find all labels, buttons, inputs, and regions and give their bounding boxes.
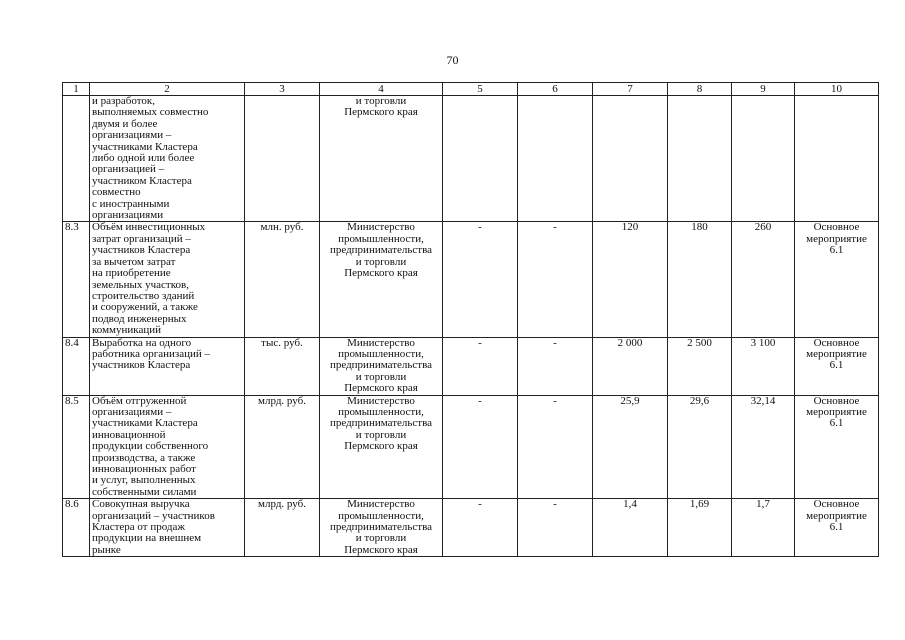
value-cell-8 — [668, 96, 732, 222]
value-cell-5: - — [443, 395, 518, 499]
value-cell-6: - — [518, 222, 593, 337]
column-header-10: 10 — [795, 83, 879, 96]
table-row — [63, 395, 879, 499]
row-number-cell — [63, 96, 90, 222]
value-cell-5: - — [443, 337, 518, 395]
column-header-9: 9 — [732, 83, 795, 96]
column-header-3: 3 — [245, 83, 320, 96]
value-cell-5: - — [443, 499, 518, 557]
value-cell-7 — [593, 96, 668, 222]
event-cell: Основное мероприятие 6.1 — [795, 499, 879, 557]
value-cell-9 — [732, 96, 795, 222]
value-cell-9: 32,14 — [732, 395, 795, 499]
responsible-cell: Министерство промышленности, предпринимательства и торговли Пермского края — [320, 499, 443, 557]
value-cell-6: - — [518, 395, 593, 499]
value-cell-7: 25,9 — [593, 395, 668, 499]
value-cell-9: 1,7 — [732, 499, 795, 557]
value-cell-6: - — [518, 337, 593, 395]
value-cell-8: 29,6 — [668, 395, 732, 499]
unit-cell: млн. руб. — [245, 222, 320, 337]
column-header-4: 4 — [320, 83, 443, 96]
value-cell-9: 260 — [732, 222, 795, 337]
table-body — [63, 96, 879, 557]
value-cell-7: 120 — [593, 222, 668, 337]
event-cell: Основное мероприятие 6.1 — [795, 337, 879, 395]
responsible-cell: Министерство промышленности, предпринимательства и торговли Пермского края — [320, 222, 443, 337]
table-row — [63, 499, 879, 557]
responsible-cell: и торговли Пермского края — [320, 96, 443, 222]
value-cell-9: 3 100 — [732, 337, 795, 395]
value-cell-7: 1,4 — [593, 499, 668, 557]
value-cell-6: - — [518, 499, 593, 557]
table-row — [63, 222, 879, 337]
row-number-cell: 8.4 — [63, 337, 90, 395]
unit-cell — [245, 96, 320, 222]
indicator-name-cell: Выработка на одного работника организаций – участников Кластера — [90, 337, 245, 395]
event-cell: Основное мероприятие 6.1 — [795, 395, 879, 499]
table-header-row — [63, 83, 879, 96]
value-cell-8: 180 — [668, 222, 732, 337]
unit-cell: тыс. руб. — [245, 337, 320, 395]
row-number-cell: 8.6 — [63, 499, 90, 557]
column-header-1: 1 — [63, 83, 90, 96]
column-header-2: 2 — [90, 83, 245, 96]
column-header-8: 8 — [668, 83, 732, 96]
column-header-5: 5 — [443, 83, 518, 96]
value-cell-8: 1,69 — [668, 499, 732, 557]
unit-cell: млрд. руб. — [245, 499, 320, 557]
column-header-6: 6 — [518, 83, 593, 96]
row-number-cell: 8.5 — [63, 395, 90, 499]
value-cell-6 — [518, 96, 593, 222]
responsible-cell: Министерство промышленности, предпринимательства и торговли Пермского края — [320, 337, 443, 395]
event-cell — [795, 96, 879, 222]
responsible-cell: Министерство промышленности, предпринимательства и торговли Пермского края — [320, 395, 443, 499]
unit-cell: млрд. руб. — [245, 395, 320, 499]
table-row — [63, 337, 879, 395]
value-cell-5 — [443, 96, 518, 222]
page-number: 70 — [446, 53, 459, 67]
indicators-table — [62, 82, 879, 557]
row-number-cell: 8.3 — [63, 222, 90, 337]
indicator-name-cell: Объём инвестиционных затрат организаций – участников Кластера за вычетом затрат на приобретение земельных участков, строительство зданий и сооружений, а также подвод инженерных коммуникаций — [90, 222, 245, 337]
value-cell-7: 2 000 — [593, 337, 668, 395]
indicator-name-cell: Совокупная выручка организаций – участников Кластера от продаж продукции на внешнем рынке — [90, 499, 245, 557]
event-cell: Основное мероприятие 6.1 — [795, 222, 879, 337]
column-header-7: 7 — [593, 83, 668, 96]
indicator-name-cell: и разработок, выполняемых совместно двумя и более организациями – участниками Кластера либо одной или более организацией – участником Кластера совместно с иностранными организациями — [90, 96, 245, 222]
value-cell-8: 2 500 — [668, 337, 732, 395]
indicator-name-cell: Объём отгруженной организациями – участниками Кластера инновационной продукции собственного производства, а также инновационных работ и услуг, выполненных собственными силами — [90, 395, 245, 499]
table-row — [63, 96, 879, 222]
value-cell-5: - — [443, 222, 518, 337]
